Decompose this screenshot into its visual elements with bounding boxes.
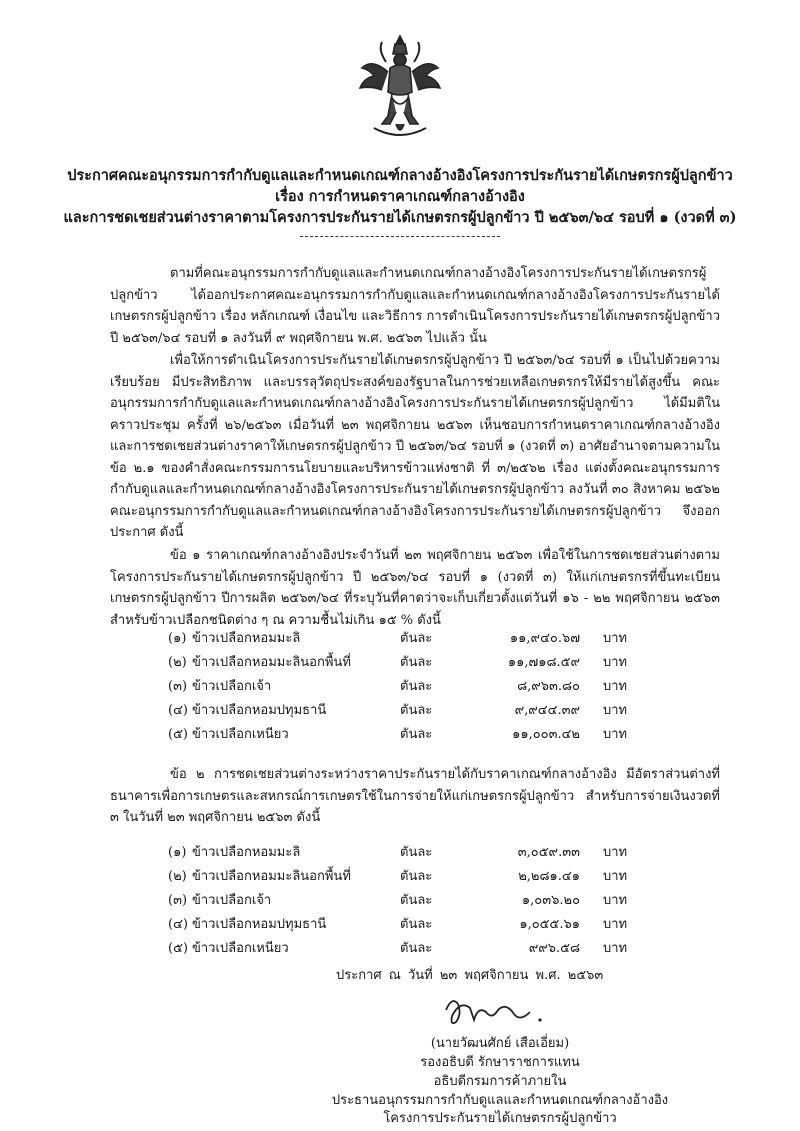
compensation-row-currency: บาท — [603, 869, 628, 884]
header-title-line3: และการชดเชยส่วนต่างราคาตามโครงการประกันรายได้เกษตรกรผู้ปลูกข้าว ปี ๒๕๖๓/๖๔ รอบที่ ๑ (งวดที่ ๓) — [63, 209, 737, 226]
price-row-value: ๑๑,๐๐๓.๔๒ — [512, 727, 580, 742]
compensation-row-unit: ตันละ — [400, 869, 433, 884]
price-row-number: (๒) — [168, 655, 187, 670]
compensation-row-unit: ตันละ — [400, 845, 433, 860]
compensation-row — [0, 938, 800, 960]
price-row-number: (๑) — [168, 631, 187, 646]
compensation-row — [0, 866, 800, 888]
compensation-row-number: (๒) — [168, 869, 187, 884]
compensation-row-currency: บาท — [603, 917, 628, 932]
compensation-row-value: ๑,๐๓๖.๒๐ — [521, 893, 580, 908]
clause-1-text: ข้อ ๑ ราคาเกณฑ์กลางอ้างอิงประจำวันที่ ๒๓ พฤศจิกายน ๒๕๖๓ เพื่อใช้ในการชดเชยส่วนต่างตามโครงการประกันรายได้เกษตรกรผู้ปลูกข้าว ปี ๒๕๖๓/๖๔ รอบที่ ๑ (งวดที่ ๓) ให้แก่เกษตรกรที่ขึ้นทะเบียนเกษตรกรผู้ปลูกข้าว ปีการผลิต ๒๕๖๓/๖๔ ที่ระบุวันที่คาดว่าจะเก็บเกี่ยวตั้งแต่วันที่ ๑๖ - ๒๒ พฤศจิกายน ๒๕๖๓ สำหรับข้าวเปลือกชนิดต่าง ๆ ณ ความชื้นไม่เกิน ๑๕ % ดังนี้ — [110, 548, 720, 628]
price-row-value: ๘,๙๖๓.๘๐ — [517, 679, 580, 694]
price-row-currency: บาท — [603, 703, 628, 718]
compensation-row-currency: บาท — [603, 893, 628, 908]
compensation-row-unit: ตันละ — [400, 893, 433, 908]
compensation-row-unit: ตันละ — [400, 941, 433, 956]
price-row — [0, 700, 800, 722]
price-row-number: (๕) — [168, 727, 188, 742]
compensation-row — [0, 914, 800, 936]
clause-1 — [110, 545, 720, 631]
compensation-row — [0, 890, 800, 912]
price-row-currency: บาท — [603, 655, 628, 670]
signature-icon — [440, 990, 550, 1032]
compensation-row-name: ข้าวเปลือกหอมมะลิ — [192, 845, 301, 860]
signatory-position-4: โครงการประกันรายได้เกษตรกรผู้ปลูกข้าว — [383, 1111, 617, 1126]
price-row-unit: ตันละ — [400, 703, 433, 718]
compensation-row — [0, 842, 800, 864]
header-title-line1: ประกาศคณะอนุกรรมการกำกับดูแลและกำหนดเกณฑ์กลางอ้างอิงโครงการประกันรายได้เกษตรกรผู้ปลูกข้าว — [67, 167, 733, 184]
signatory-name: (นายวัฒนศักย์ เสือเอี่ยม) — [430, 1036, 570, 1051]
paragraph-1 — [110, 263, 720, 349]
compensation-row-unit: ตันละ — [400, 917, 433, 932]
header-title-line2: เรื่อง การกำหนดราคาเกณฑ์กลางอ้างอิง — [275, 188, 525, 205]
signatory-position-1: รองอธิบดี รักษาราชการแทน — [420, 1055, 580, 1070]
price-row — [0, 628, 800, 650]
price-row-unit: ตันละ — [400, 631, 433, 646]
price-row-value: ๑๑,๗๑๘.๕๙ — [507, 655, 580, 670]
price-row-currency: บาท — [603, 727, 628, 742]
price-row-currency: บาท — [603, 679, 628, 694]
price-row-unit: ตันละ — [400, 679, 433, 694]
compensation-row-currency: บาท — [603, 941, 628, 956]
price-row-unit: ตันละ — [400, 727, 433, 742]
compensation-row-number: (๓) — [168, 893, 188, 908]
signatory-position-2: อธิบดีกรมการค้าภายใน — [433, 1074, 567, 1089]
compensation-row-number: (๔) — [168, 917, 188, 932]
compensation-row-name: ข้าวเปลือกเจ้า — [192, 893, 272, 908]
price-row-name: ข้าวเปลือกหอมมะลินอกพื้นที่ — [192, 655, 351, 670]
price-row-name: ข้าวเปลือกหอมปทุมธานี — [192, 703, 327, 718]
price-row-number: (๔) — [168, 703, 188, 718]
clause-2 — [110, 764, 720, 829]
price-row-name: ข้าวเปลือกเจ้า — [192, 679, 272, 694]
price-row-unit: ตันละ — [400, 655, 433, 670]
compensation-row-name: ข้าวเปลือกหอมปทุมธานี — [192, 917, 327, 932]
price-row-value: ๑๑,๙๔๐.๖๗ — [509, 631, 580, 646]
compensation-row-value: ๒,๒๘๑.๔๑ — [518, 869, 580, 884]
price-row — [0, 652, 800, 674]
price-row-name: ข้าวเปลือกหอมมะลิ — [192, 631, 301, 646]
garuda-emblem-icon — [352, 32, 448, 144]
paragraph-1-text: ตามที่คณะอนุกรรมการกำกับดูแลและกำหนดเกณฑ์กลางอ้างอิงโครงการประกันรายได้เกษตรกรผู้ปลูกข้าว ได้ออกประกาศคณะอนุกรรมการกำกับดูแลและกำหนดเกณฑ์กลางอ้างอิงโครงการประกันรายได้เกษตรกรผู้ปลูกข้าว เรื่อง หลักเกณฑ์ เงื่อนไข และวิธีการ การดำเนินโครงการประกันรายได้เกษตรกรผู้ปลูกข้าว ปี ๒๕๖๓/๖๔ รอบที่ ๑ ลงวันที่ ๙ พฤศจิกายน พ.ศ. ๒๕๖๓ ไปแล้ว นั้น — [110, 266, 720, 346]
price-row-name: ข้าวเปลือกเหนียว — [192, 727, 289, 742]
compensation-row-number: (๑) — [168, 845, 187, 860]
price-row — [0, 724, 800, 746]
compensation-row-currency: บาท — [603, 845, 628, 860]
price-row-value: ๙,๙๔๔.๓๙ — [514, 703, 580, 718]
compensation-row-name: ข้าวเปลือกเหนียว — [192, 941, 289, 956]
compensation-row-value: ๙๙๖.๕๘ — [528, 941, 580, 956]
signatory-position-3: ประธานอนุกรรมการกำกับดูแลและกำหนดเกณฑ์กลางอ้างอิง — [331, 1093, 669, 1108]
compensation-row-value: ๓,๐๕๙.๓๓ — [517, 845, 580, 860]
price-row-number: (๓) — [168, 679, 188, 694]
compensation-row-number: (๕) — [168, 941, 188, 956]
paragraph-2 — [110, 350, 720, 544]
compensation-row-value: ๑,๐๕๕.๖๑ — [519, 917, 580, 932]
compensation-row-name: ข้าวเปลือกหอมมะลินอกพื้นที่ — [192, 869, 351, 884]
clause-2-text: ข้อ ๒ การชดเชยส่วนต่างระหว่างราคาประกันรายได้กับราคาเกณฑ์กลางอ้างอิง มีอัตราส่วนต่างที่ธนาคารเพื่อการเกษตรและสหกรณ์การเกษตรใช้ในการจ่ายให้แก่เกษตรกรผู้ปลูกข้าว สำหรับการจ่ายเงินงวดที่ ๓ ในวันที่ ๒๓ พฤศจิกายน ๒๕๖๓ ดังนี้ — [110, 767, 720, 825]
paragraph-2-text: เพื่อให้การดำเนินโครงการประกันรายได้เกษตรกรผู้ปลูกข้าว ปี ๒๕๖๓/๖๔ รอบที่ ๑ เป็นไปด้วยความเรียบร้อย มีประสิทธิภาพ และบรรลุวัตถุประสงค์ของรัฐบาลในการช่วยเหลือเกษตรกรให้มีรายได้สูงขึ้น คณะอนุกรรมการกำกับดูแลและกำหนดเกณฑ์กลางอ้างอิงโครงการประกันรายได้เกษตรกรผู้ปลูกข้าว ได้มีมติในคราวประชุม ครั้งที่ ๒๖/๒๕๖๓ เมื่อวันที่ ๒๓ พฤศจิกายน ๒๕๖๓ เห็นชอบการกำหนดราคาเกณฑ์กลางอ้างอิงและการชดเชยส่วนต่างราคาให้เกษตรกรผู้ปลูกข้าว ปี ๒๕๖๓/๖๔ รอบที่ ๑ (งวดที่ ๓) อาศัยอำนาจตามความในข้อ ๒.๑ ของคำสั่งคณะกรรมการนโยบายและบริหารข้าวแห่งชาติ ที่ ๓/๒๕๖๒ เรื่อง แต่งตั้งคณะอนุกรรมการกำกับดูแลและกำหนดเกณฑ์กลางอ้างอิงโครงการประกันรายได้เกษตรกรผู้ปลูกข้าว ลงวันที่ ๓๐ สิงหาคม ๒๕๖๒ คณะอนุกรรมการกำกับดูแลและกำหนดเกณฑ์กลางอ้างอิงโครงการประกันรายได้เกษตรกรผู้ปลูกข้าว จึงออกประกาศ ดังนี้ — [110, 353, 720, 540]
announcement-date: ประกาศ ณ วันที่ ๒๓ พฤศจิกายน พ.ศ. ๒๕๖๓ — [336, 968, 604, 983]
price-row — [0, 676, 800, 698]
price-row-currency: บาท — [603, 631, 628, 646]
header-divider — [300, 236, 500, 237]
